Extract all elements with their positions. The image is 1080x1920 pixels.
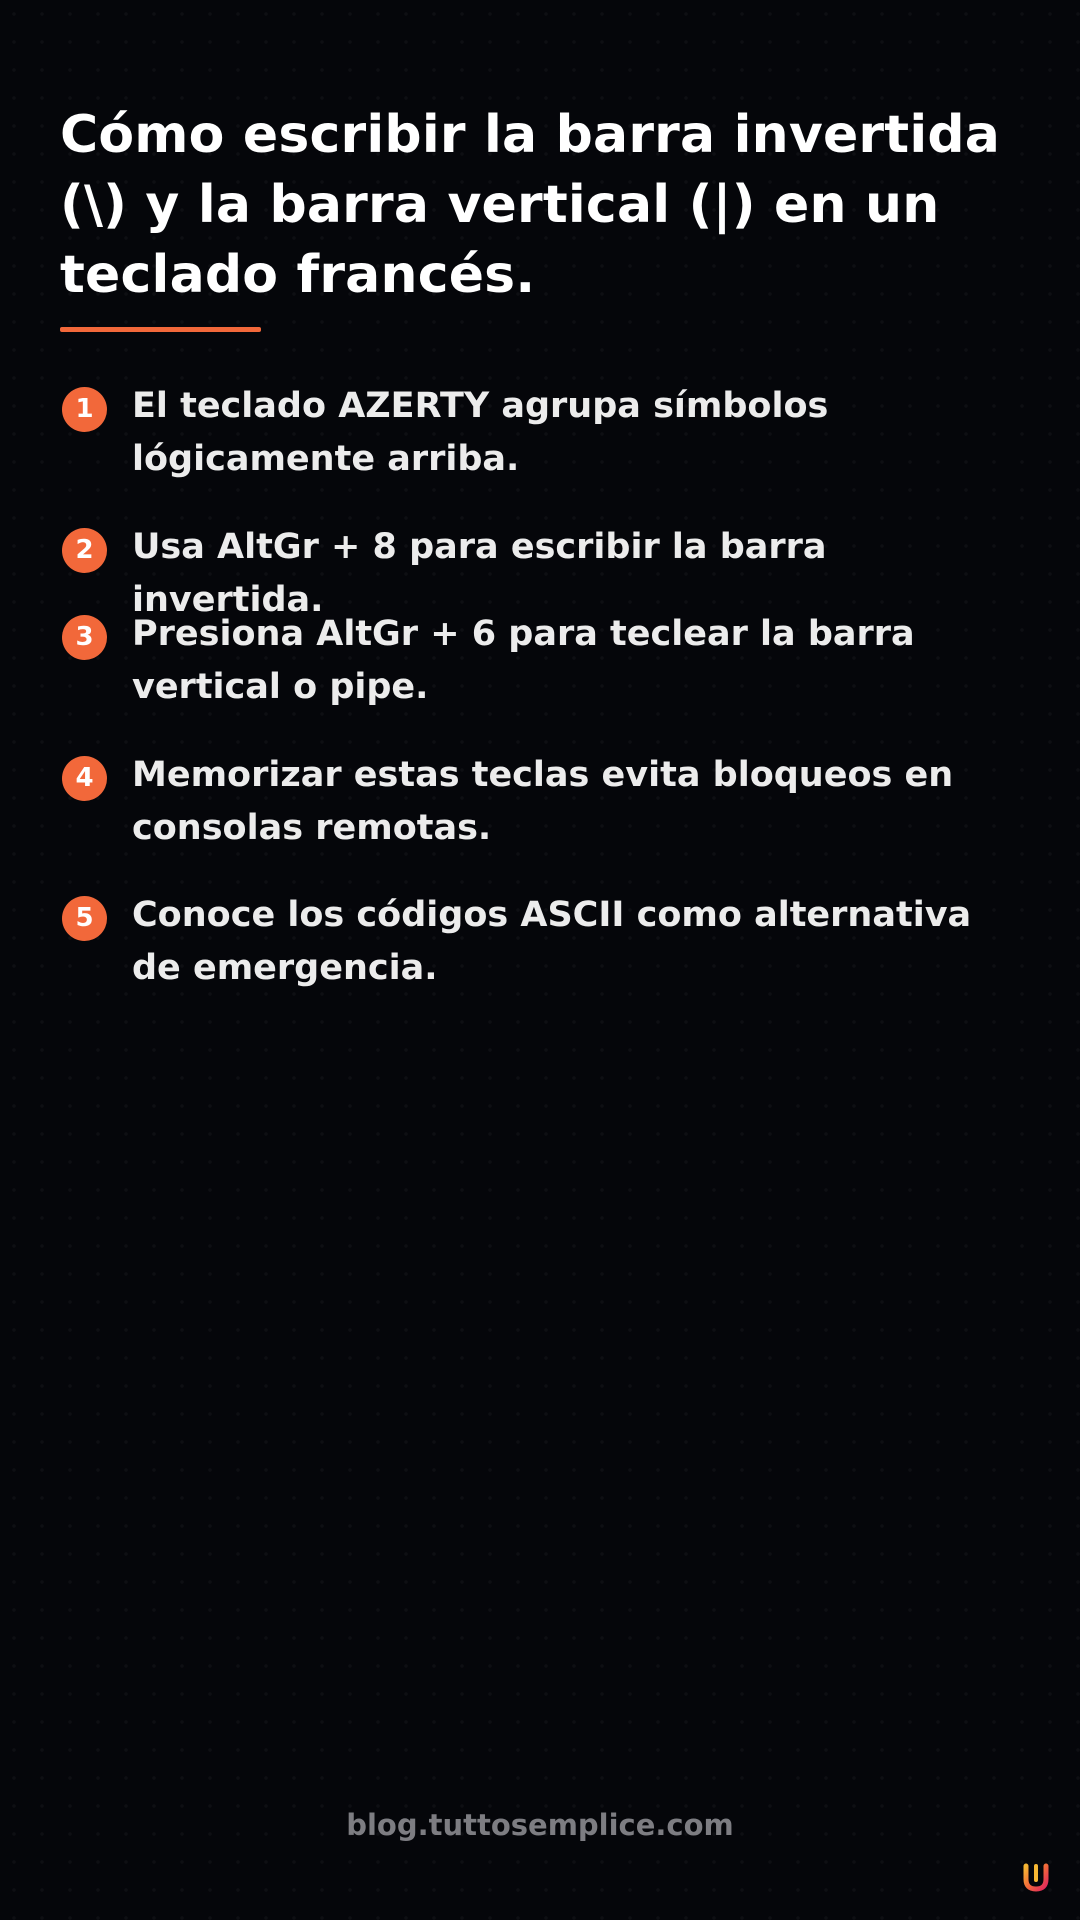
step-text: Usa AltGr + 8 para escribir la barra invertida. bbox=[132, 527, 827, 620]
page-title: Cómo escribir la barra invertida (\) y la barra vertical (|) en un teclado francés. bbox=[60, 105, 1001, 305]
step-text: Conoce los códigos ASCII como alternativa de emergencia. bbox=[132, 895, 972, 988]
step-text: Presiona AltGr + 6 para teclear la barra vertical o pipe. bbox=[132, 614, 915, 707]
footer-url: blog.tuttosemplice.com bbox=[346, 1808, 734, 1842]
brand-logo-icon bbox=[1022, 1862, 1050, 1892]
step-number-badge: 1 bbox=[62, 387, 107, 432]
title-underline bbox=[60, 327, 261, 332]
step-number-badge: 4 bbox=[62, 756, 107, 801]
step-number-badge: 5 bbox=[62, 896, 107, 941]
step-number-badge: 3 bbox=[62, 615, 107, 660]
step-text: Memorizar estas teclas evita bloqueos en consolas remotas. bbox=[132, 755, 954, 848]
step-text: El teclado AZERTY agrupa símbolos lógicamente arriba. bbox=[132, 386, 829, 479]
step-number-badge: 2 bbox=[62, 528, 107, 573]
